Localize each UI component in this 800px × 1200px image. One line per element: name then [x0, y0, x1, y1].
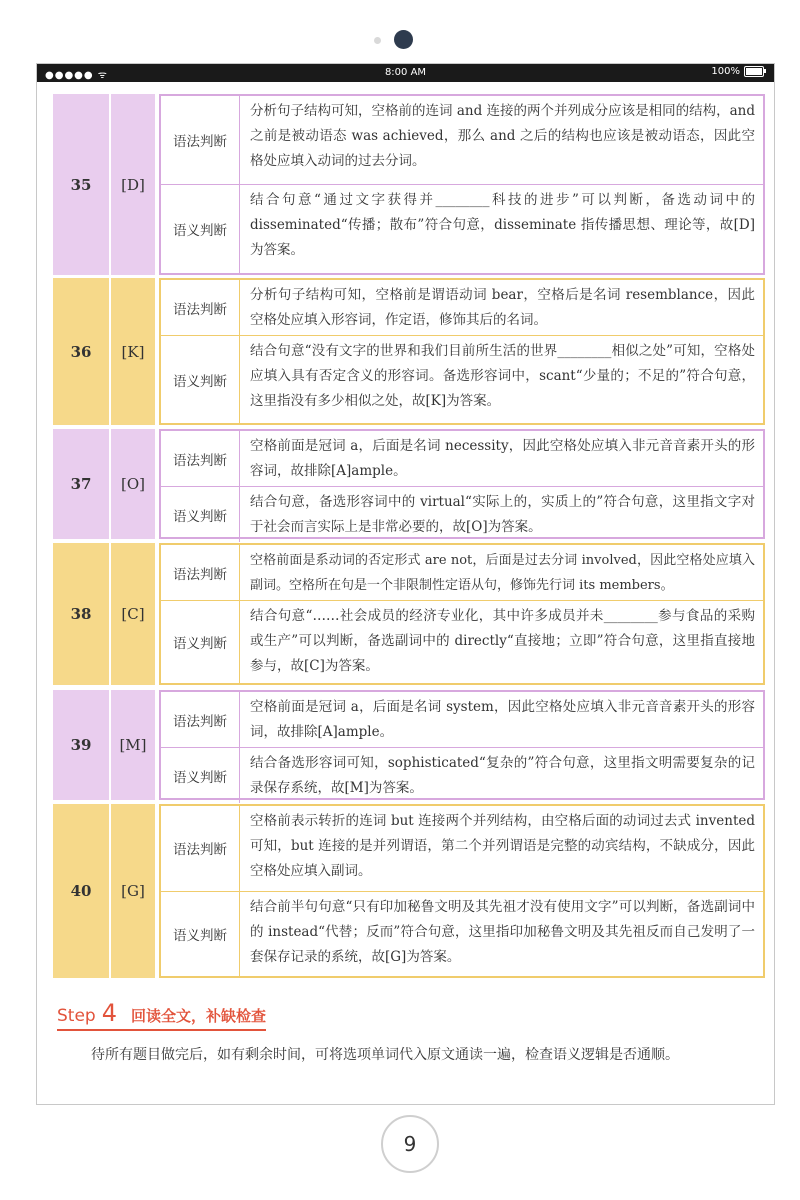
question-block-38	[53, 543, 765, 685]
analysis-row	[161, 545, 763, 601]
question-answer: [K]	[111, 278, 155, 425]
analysis-row	[161, 96, 763, 185]
row-text: 空格前面是冠词 a，后面是名词 system，因此空格处应填入非元音音素开头的形容词，故排除[A]ample。	[250, 699, 755, 740]
step-word: Step	[57, 1006, 96, 1026]
row-text: 结合句意，备选形容词中的 virtual“实际上的，实质上的”符合句意，这里指文字对于社会而言实际上是非常必要的，故[O]为答案。	[250, 494, 755, 535]
question-number: 36	[53, 278, 109, 425]
row-text: 结合备选形容词可知，sophisticated“复杂的”符合句意，这里指文明需要复杂的记录保存系统，故[M]为答案。	[250, 755, 755, 796]
question-answer: [D]	[111, 94, 155, 275]
step-number: 4	[101, 999, 117, 1027]
row-text: 空格前表示转折的连词 but 连接两个并列结构，由空格后面的动词过去式 invented 可知，but 连接的是并列谓语，第二个并列谓语是完整的动宾结构，不缺成分，因此空格处应填入副词。	[250, 813, 755, 879]
analysis-row	[161, 185, 763, 273]
page-number: 9	[381, 1115, 439, 1173]
tablet-screen	[36, 63, 775, 1105]
page-indicator[interactable]	[0, 28, 800, 52]
page-dot-inactive[interactable]	[374, 37, 381, 44]
analysis-row	[161, 336, 763, 423]
question-number: 38	[53, 543, 109, 685]
row-label: 语义判断	[161, 892, 240, 977]
step-heading	[57, 999, 266, 1031]
question-answer: [G]	[111, 804, 155, 978]
question-number: 39	[53, 690, 109, 800]
row-label: 语法判断	[161, 96, 240, 184]
row-label: 语义判断	[161, 185, 240, 273]
battery-percent: 100%	[711, 66, 740, 77]
row-label: 语法判断	[161, 431, 240, 486]
row-text: 结合前半句句意“只有印加秘鲁文明及其先祖才没有使用文字”可以判断，备选副词中的 instead“代替；反而”符合句意，这里指印加秘鲁文明及其先祖反而自己发明了一套保存记录的系统，故[G]为答案。	[250, 898, 755, 965]
analysis-row	[161, 487, 763, 542]
question-number: 37	[53, 429, 109, 539]
row-label: 语义判断	[161, 336, 240, 423]
question-block-36	[53, 278, 765, 425]
question-answer: [C]	[111, 543, 155, 685]
row-text: 分析句子结构可知，空格前的连词 and 连接的两个并列成分应该是相同的结构，and 之前是被动语态 was achieved，那么 and 之后的结构也应该是被动语态，因此空格处应填入动词的过去分词。	[250, 103, 755, 169]
row-label: 语义判断	[161, 487, 240, 542]
analysis-row	[161, 601, 763, 683]
question-answer: [M]	[111, 690, 155, 800]
analysis-row	[161, 280, 763, 336]
row-text: 结合句意“通过文字获得并________科技的进步”可以判断，备选动词中的 disseminated“传播；散布”符合句意，disseminate 指传播思想、理论等，故[D]为答案。	[250, 192, 755, 258]
row-label: 语法判断	[161, 280, 240, 335]
status-time: 8:00 AM	[384, 67, 427, 78]
row-text: 结合句意“没有文字的世界和我们目前所生活的世界________相似之处”可知，空格处应填入具有否定含义的形容词。备选形容词中，scant“少量的；不足的”符合句意，这里指没有多少相似之处，故[K]为答案。	[250, 343, 755, 409]
step-description: 待所有题目做完后，如有剩余时间，可将选项单词代入原文通读一遍，检查语义逻辑是否通顺。	[91, 1047, 679, 1063]
analysis-row	[161, 748, 763, 803]
row-label: 语义判断	[161, 748, 240, 803]
row-label: 语法判断	[161, 545, 240, 600]
question-answer: [O]	[111, 429, 155, 539]
battery-icon	[744, 66, 764, 77]
analysis-row	[161, 806, 763, 892]
question-block-39	[53, 690, 765, 800]
analysis-row	[161, 892, 763, 977]
question-block-37	[53, 429, 765, 539]
row-text: 空格前面是系动词的否定形式 are not，后面是过去分词 involved，因此空格处应填入副词。空格所在句是一个非限制性定语从句，修饰先行词 its members。	[250, 553, 755, 593]
row-label: 语法判断	[161, 692, 240, 747]
page-dot-active[interactable]	[394, 30, 413, 49]
analysis-row	[161, 431, 763, 487]
question-block-40	[53, 804, 765, 978]
question-number: 40	[53, 804, 109, 978]
status-bar	[37, 64, 774, 82]
step-title: 回读全文，补缺检查	[131, 1007, 267, 1025]
row-text: 空格前面是冠词 a，后面是名词 necessity，因此空格处应填入非元音音素开头的形容词，故排除[A]ample。	[250, 438, 755, 479]
question-block-35	[53, 94, 765, 275]
row-text: 结合句意“……社会成员的经济专业化，其中许多成员并未________参与食品的采购或生产”可以判断，备选副词中的 directly“直接地；立即”符合句意，这里指直接地参与，故[C]为答案。	[250, 608, 755, 674]
analysis-row	[161, 692, 763, 748]
row-label: 语法判断	[161, 806, 240, 891]
signal-icon: ●●●●● ᯤ	[45, 70, 108, 81]
row-label: 语义判断	[161, 601, 240, 683]
battery-status	[711, 66, 764, 77]
row-text: 分析句子结构可知，空格前是谓语动词 bear，空格后是名词 resemblance，因此空格处应填入形容词，作定语，修饰其后的名词。	[250, 287, 755, 328]
question-number: 35	[53, 94, 109, 275]
